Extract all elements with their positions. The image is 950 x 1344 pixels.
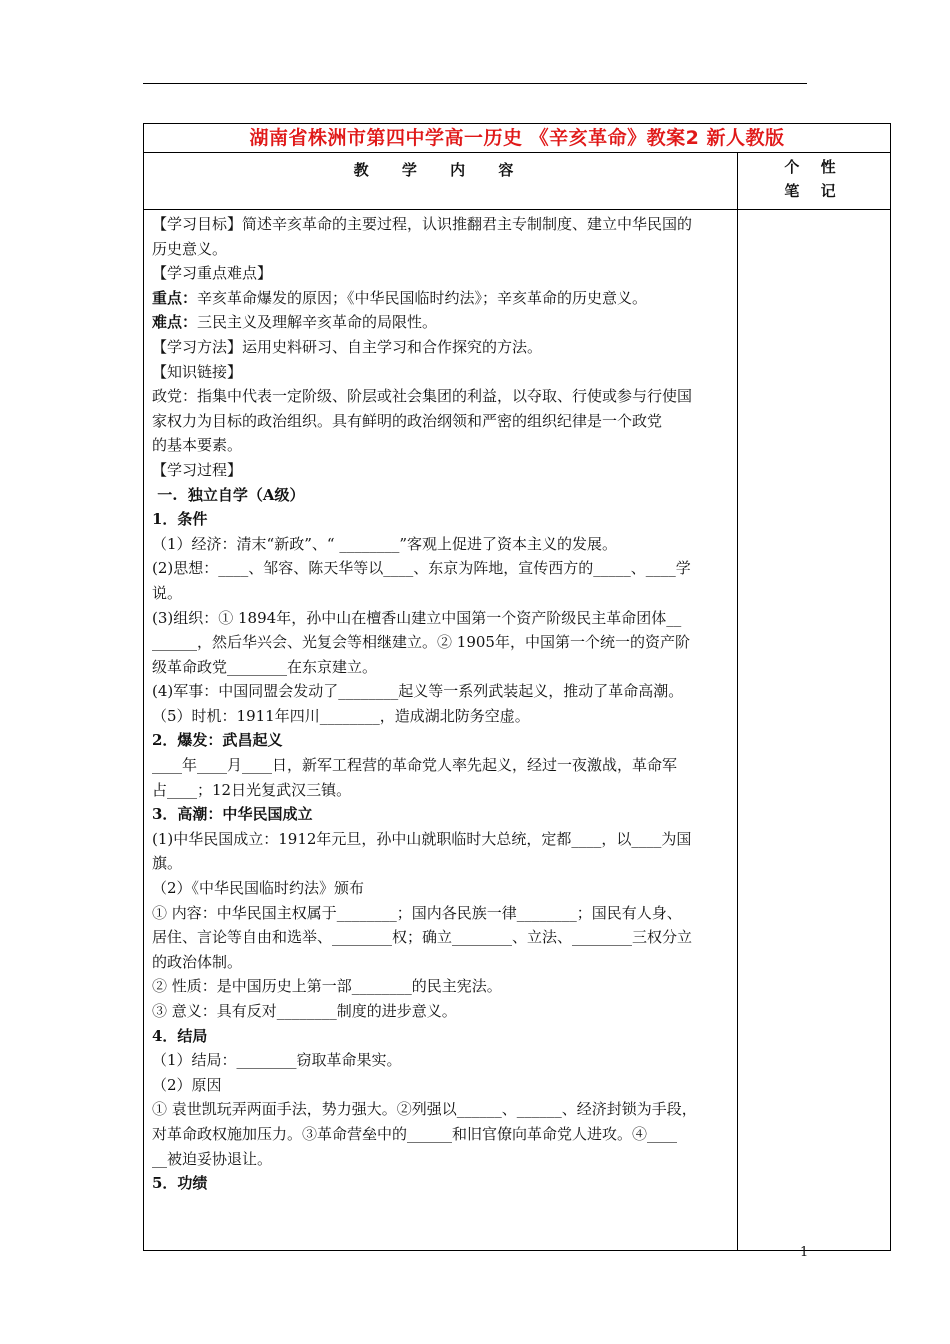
page-number: 1 — [800, 1245, 809, 1260]
text-line: 【学习方法】运用史料研习、自主学习和合作探究的方法。 — [152, 337, 543, 356]
text-line: (3)组织：① 1894年，孙中山在檀香山建立中国第一个资产阶级民主革命团体__ — [152, 608, 682, 627]
text-line: 【学习目标】简述辛亥革命的主要过程，认识推翻君主专制制度、建立中华民国的 — [152, 215, 693, 233]
text-line: ____年____月____日，新军工程营的革命党人率先起义，经过一夜激战，革命军 — [152, 756, 678, 775]
section-heading: 一. 独立自学（A级） — [152, 485, 305, 504]
key-points-label: 重点： — [152, 288, 198, 307]
text-line: ______，然后华兴会、光复会等相继建立。② 1905年，中国第一个统一的资产阶 — [152, 633, 690, 652]
document-title: 湖南省株洲市第四中学高一历史 《辛亥革命》教案2 新人教版 — [144, 124, 891, 153]
subsection-heading-3: 3．高潮：中华民国成立 — [152, 805, 313, 824]
header-notes-line1: 个 性 — [784, 158, 844, 176]
text-line: ② 性质：是中国历史上第一部________的民主宪法。 — [152, 977, 502, 996]
text-line: 级革命政党________在东京建立。 — [152, 657, 378, 676]
text-line: (2)思想：____、邹容、陈天华等以____、东京为阵地，宣传西方的_____、____学 — [152, 559, 691, 578]
text-line: （2）原因 — [152, 1075, 222, 1094]
difficulty-label: 难点： — [152, 313, 198, 332]
teaching-content-cell — [144, 210, 738, 1251]
text-line: (1)中华民国成立：1912年元旦，孙中山就职临时大总统，定都____，以____为国 — [152, 829, 692, 848]
subsection-heading-5: 5．功绩 — [152, 1174, 208, 1193]
subsection-heading-1: 1．条件 — [152, 510, 208, 529]
header-rule — [143, 83, 807, 84]
text-line: 政党：指集中代表一定阶级、阶层或社会集团的利益，以夺取、行使或参与行使国 — [152, 387, 693, 406]
text-line: （1）结局：________窃取革命果实。 — [152, 1051, 402, 1070]
text-line: 对革命政权施加压力。③革命营垒中的______和旧官僚向革命党人进攻。④____ — [152, 1124, 678, 1143]
difficulty-line — [152, 310, 731, 335]
text-line: ① 内容：中华民国主权属于________；国内各民族一律________；国民有人身、 — [152, 903, 682, 922]
text-line: （1）经济：清末“新政”、“ ________”客观上促进了资本主义的发展。 — [152, 534, 617, 553]
text-line: 说。 — [152, 583, 183, 602]
text-line: 居住、言论等自由和选举、________权；确立________、立法、________三权分立 — [152, 928, 693, 947]
subsection-heading-4: 4．结局 — [152, 1026, 208, 1045]
text-line: 【知识链接】 — [152, 362, 243, 381]
text-line: __被迫妥协退让。 — [152, 1149, 273, 1168]
subsection-heading-2: 2．爆发：武昌起义 — [152, 731, 283, 750]
text-line: (4)军事：中国同盟会发动了________起义等一系列武装起义，推动了革命高潮。 — [152, 682, 684, 701]
personal-notes-cell — [738, 210, 891, 1251]
text-line: 的政治体制。 — [152, 952, 243, 971]
lesson-plan-table — [143, 123, 891, 1251]
header-personal-notes — [738, 153, 891, 210]
header-notes-line2: 笔 记 — [784, 182, 844, 200]
text-line: 占____；12日光复武汉三镇。 — [152, 780, 352, 799]
text-line: 【学习过程】 — [152, 460, 243, 479]
text-line: （5）时机：1911年四川________，造成湖北防务空虚。 — [152, 706, 530, 725]
text-line: 的基本要素。 — [152, 436, 243, 455]
header-teaching-content: 教 学 内 容 — [144, 153, 738, 210]
body-text — [144, 210, 737, 1196]
text-line: 【学习重点难点】 — [152, 264, 273, 283]
text-line: 家权力为目标的政治组织。具有鲜明的政治纲领和严密的组织纪律是一个政党 — [152, 411, 663, 430]
text-line: （2）《中华民国临时约法》颁布 — [152, 879, 365, 898]
text-line: ① 袁世凯玩弄两面手法，势力强大。②列强以______、______、经济封锁为手段， — [152, 1100, 697, 1119]
key-points-text: 辛亥革命爆发的原因；《中华民国临时约法》；辛亥革命的历史意义。 — [197, 288, 648, 307]
text-line: 历史意义。 — [152, 239, 228, 258]
text-line: ③ 意义：具有反对________制度的进步意义。 — [152, 1002, 457, 1020]
key-points-line — [152, 286, 731, 311]
text-line: 旗。 — [152, 854, 183, 873]
difficulty-text: 三民主义及理解辛亥革命的局限性。 — [197, 313, 438, 332]
